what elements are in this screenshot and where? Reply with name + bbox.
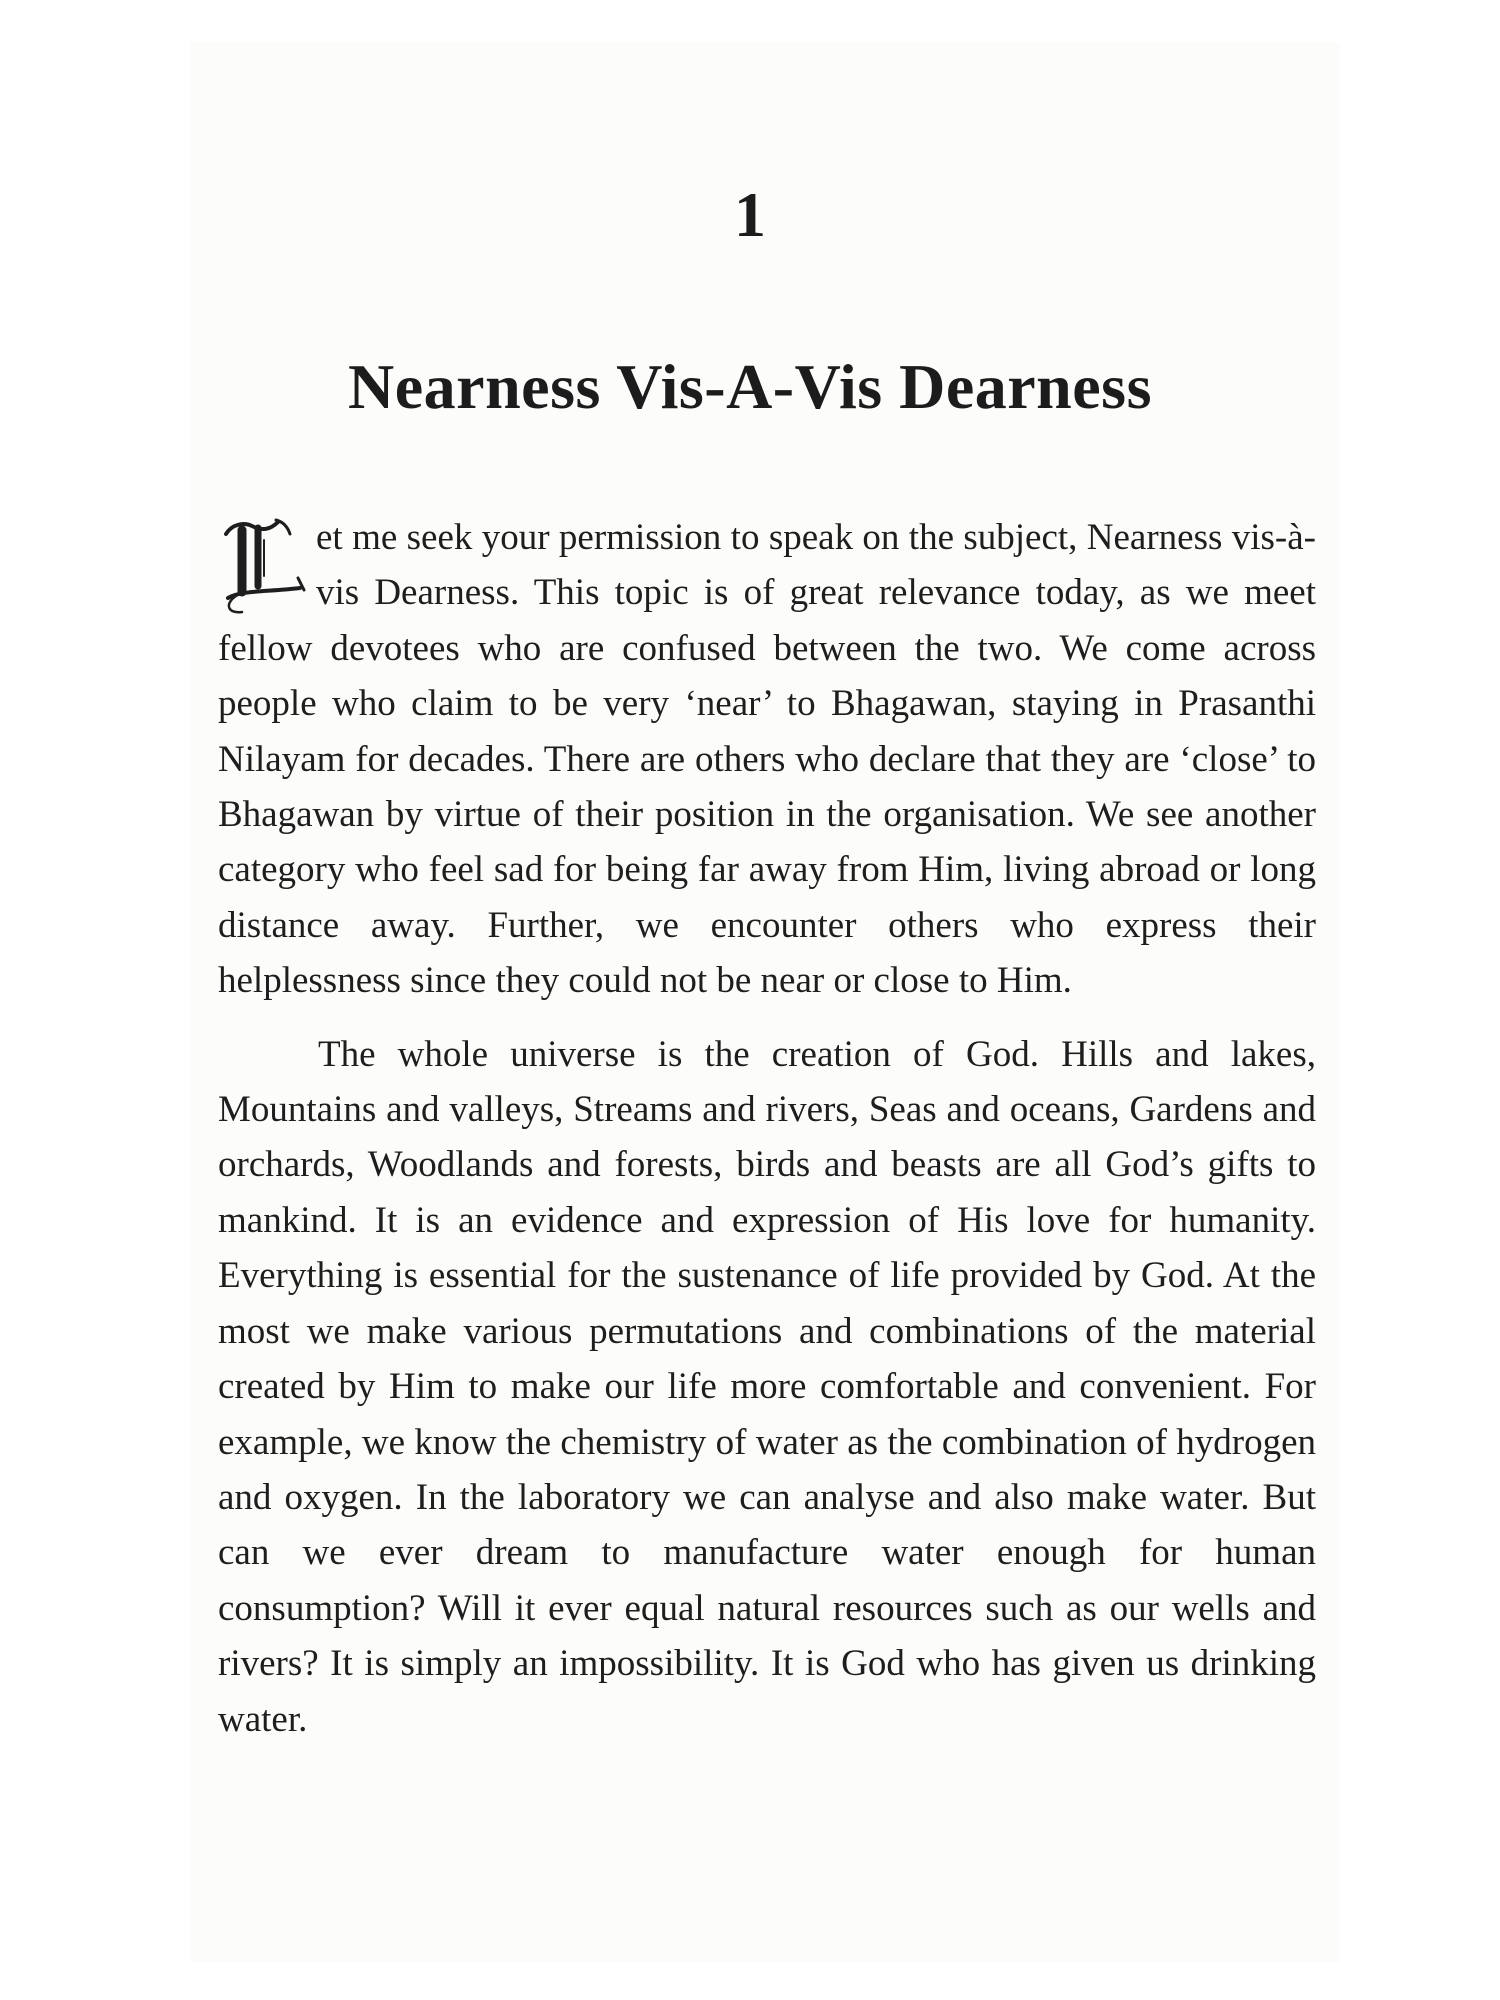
chapter-number: 1 — [734, 179, 766, 250]
chapter-body — [218, 510, 1316, 1747]
chapter-title: Nearness Vis-A-Vis Dearness — [348, 351, 1152, 422]
drop-cap-letter — [218, 516, 310, 616]
paragraph-1-text: et me seek your permission to speak on the subject, Nearness vis-à-vis Dearness. This topic is of great relevance today, as we meet fellow devotees who are confused between the two. We come across people who claim to be very ‘near’ to Bhagawan, staying in Prasanthi Nilayam for decades. There are others who declare that they are ‘close’ to Bhagawan by virtue of their position in the organisation. We see another category who feel sad for being far away from Him, living abroad or long distance away. Further, we encounter others who express their helplessness since they could not be near or close to Him. — [218, 517, 1316, 1002]
paragraph-2: The whole universe is the creation of God. Hills and lakes, Mountains and valleys, Streams and rivers, Seas and oceans, Gardens and orchards, Woodlands and forests, birds and beasts are all God’s gifts to mankind. It is an evidence and expression of His love for humanity. Everything is essential for the sustenance of life provided by God. At the most we make various permutations and combinations of the material created by Him to make our life more comfortable and convenient. For example, we know the chemistry of water as the combination of hydrogen and oxygen. In the laboratory we can analyse and also make water. But can we ever dream to manufacture water enough for human consumption? Will it ever equal natural resources such as our wells and rivers? It is simply an impossibility. It is God who has given us drinking water. — [218, 1033, 1316, 1740]
paragraph-1 — [218, 510, 1316, 1009]
drop-cap-blackletter-l-icon — [218, 516, 310, 616]
